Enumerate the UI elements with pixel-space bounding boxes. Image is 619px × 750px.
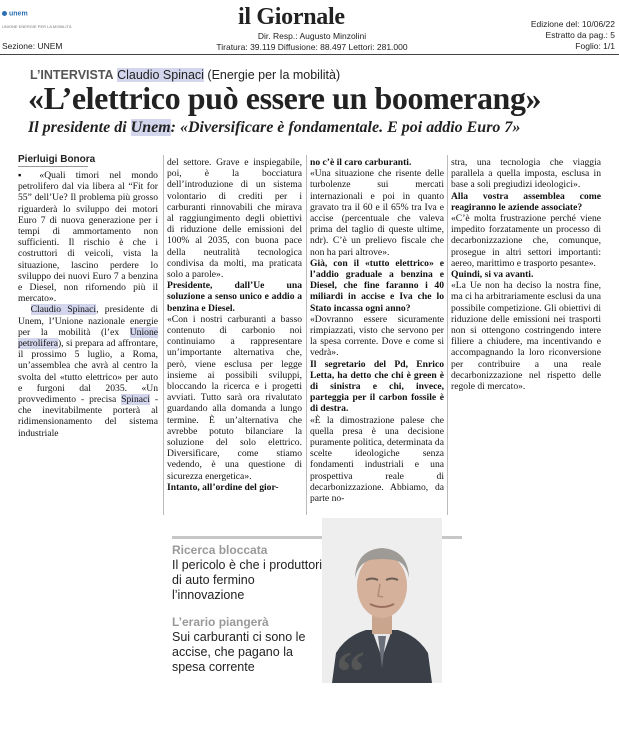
- circulation-line: Tiratura: 39.119 Diffusione: 88.497 Lettori: 281.000: [216, 42, 408, 52]
- unem-logo: [2, 5, 82, 29]
- paragraph: ▪ «Quali timori nel mondo petrolifero dal via libera al “Fit for 55” dell’Ue? Il problema più grosso riguarderà lo sviluppo dei motori Euro 7 di nuova generazione per i tempi di ammortamento non sufficienti. Il rischio è che i costruttori di veicoli, vista la situazione, lascino perdere lo sviluppo dei nuovi Euro 7 a benzina e Diesel, non rifornendo più il mercato».: [18, 170, 158, 305]
- article-column-1: [18, 170, 158, 439]
- sheet-number: Foglio: 1/1: [575, 41, 615, 51]
- box-kicker: L’erario piangerà: [172, 615, 269, 629]
- masthead: il Giornale: [238, 4, 345, 30]
- highlight-term: Unione petrolifera: [18, 326, 158, 350]
- column-divider: [163, 155, 164, 515]
- column-divider: [447, 155, 448, 515]
- subheadline: [28, 119, 520, 137]
- interview-question: Alla vostra assemblea come reagiranno le aziende associate?: [451, 190, 601, 213]
- paragraph-text: - che inevitabilmente porterà al ridimensionamento del sistema industriale: [18, 394, 159, 439]
- box-text: Sui carburanti ci sono le accise, che pagano la spesa corrente: [172, 630, 306, 674]
- interview-question: Presidente, dall’Ue una soluzione a senso unico e addio a benzina e Diesel.: [167, 280, 302, 314]
- paragraph-text: «La Ue non ha deciso la nostra fine, ma ci ha arbitrariamente esclusi da una possibile competizione. Gli obiettivi di riduzione delle emissioni nei trasporti non si ottengono costringendo intere filiere a chiudere, ma incentivando e accompagnando la loro riconversione per contribuire a una reale decarbonizzazione nel rispetto delle regole di mercato».: [451, 280, 601, 393]
- highlight-name: Claudio Spinaci: [30, 304, 97, 316]
- edition-date: Edizione del: 10/06/22: [530, 19, 615, 29]
- column-divider: [306, 155, 307, 515]
- highlight-name: Spinaci: [121, 394, 150, 406]
- interview-question: no c’è il caro carburanti.: [310, 157, 412, 168]
- paragraph: [18, 304, 158, 438]
- paragraph-text: «Dovranno essere sicuramente rimpiazzati, visto che servono per la spesa corrente. Dove e come si vedrà».: [310, 313, 444, 359]
- article-column-3: [310, 157, 444, 504]
- logo-subtitle: UNIONE ENERGIE PER LA MOBILITÀ: [2, 24, 72, 29]
- interview-question: Intanto, all’ordine del gior-: [167, 481, 279, 493]
- extract-page: Estratto da pag.: 5: [545, 30, 615, 40]
- subhead-part: Il presidente di: [28, 119, 131, 136]
- kicker-name: Claudio Spinaci: [117, 68, 204, 82]
- paragraph-text: «Con i nostri carburanti a basso contenuto di carbonio noi continuiamo a rappresentare un’importante alternativa che, però, viene esclusa per legge insieme ai possibili sviluppi, bloccando la ricerca e i progetti avviati. Tutto sarà ora rivalutato guardando alla domanda a lungo termine. È un’alternativa che avrebbe potuto bilanciare la soluzione del solo elettrico. Diversificare, come stiamo vedendo, è una questione di sicurezza energetica».: [167, 313, 302, 482]
- headline: «L’elettrico può essere un boomerang»: [28, 80, 542, 116]
- section-label: Sezione: UNEM: [2, 41, 63, 51]
- subhead-highlight: Unem: [130, 119, 171, 136]
- paragraph-text: «Una situazione che risente delle turbolenze sui mercati internazionali e poi in quanto gravato tra il 60 e il 65% tra Iva e accise (percentuale che valeva prima del taglio di queste ultime, ndr). C’è un prelievo fiscale che non ha pari altrove».: [310, 168, 444, 258]
- interview-question: Il segretario del Pd, Enrico Letta, ha detto che chi è green è di sinistra e chi, invece, parteggia per il carbon fossile è di destra.: [310, 358, 444, 415]
- kicker-rest: (Energie per la mobilità): [207, 68, 341, 82]
- paragraph-text: «È la dimostrazione palese che quella presa è una decisione puramente politica, determinata da scelte ideologiche senza fondamenti industriali e una prospettiva reale di decarbonizzazione. Abbiamo, da parte no-: [310, 414, 444, 505]
- header-divider: [0, 54, 619, 55]
- article-column-2: [167, 157, 302, 493]
- interview-question: Già, con il «tutto elettrico» e l’addio graduale a benzina e Diesel, che fine faranno i 40 miliardi in accise e Iva che lo Stato incassa ogni anno?: [310, 257, 444, 314]
- subhead-part: : «Diversificare è fondamentale. E poi addio Euro 7»: [170, 119, 521, 136]
- logo-name: unem: [9, 10, 28, 18]
- box-kicker: Ricerca bloccata: [172, 543, 268, 557]
- quote-mark-icon: “: [336, 639, 365, 704]
- box-text: Il pericolo è che i produttori di auto fermino l’innovazione: [172, 558, 323, 602]
- logo-dot-icon: [2, 11, 7, 16]
- byline: Pierluigi Bonora: [18, 154, 96, 165]
- paragraph-text: del settore. Grave e inspiegabile, poi, è la bocciatura dell’introduzione di un sistema volontario di crediti per i carburanti rinnovabili che mirava al raggiungimento degli obiettivi di riduzione delle emissioni del 100% al 2035, con buona pace della neutralità tecnologica condivisa da molti, ma praticata solo a parole».: [167, 157, 302, 281]
- paragraph-text: «C’è molta frustrazione perché viene impedito forzatamente un processo di decarbonizzazione che, comunque, prosegue in altri settori importanti: aereo, marittimo e trasporto pesante».: [451, 213, 601, 269]
- director-line: Dir. Resp.: Augusto Minzolini: [257, 31, 367, 41]
- interview-question: Quindi, si va avanti.: [451, 269, 534, 281]
- article-column-4: [451, 157, 601, 392]
- byline-divider: [18, 166, 88, 167]
- paragraph-text: ), si prepara ad affrontare, il prossimo 5 luglio, a Roma, un’assemblea che avrà al centro la svolta del «tutto elettrico» per auto e furgoni dal 2035. «Un provvedimento - precisa: [18, 338, 158, 406]
- paragraph-text: «Quali timori nel mondo petrolifero dal via libera al “Fit for 55” dell’Ue? Il problema più grosso riguarderà lo sviluppo dei motori Euro 7 di nuova generazione per i tempi di ammortamento non sufficienti. Il rischio è che i costruttori di veicoli, vista la situazione, lascino perdere lo sviluppo dei nuovi Euro 7 a benzina e Diesel, non rifornendo più il mercato».: [18, 170, 158, 305]
- paragraph-text: , presidente di Unem, l’Unione nazionale energie per la mobilità (l’ex: [18, 304, 158, 338]
- kicker-tag: L’INTERVISTA: [30, 68, 114, 82]
- paragraph-text: stra, una tecnologia che viaggia parallela a quella imposta, esclusa in base a soli pregiudizi ideologici».: [451, 157, 601, 191]
